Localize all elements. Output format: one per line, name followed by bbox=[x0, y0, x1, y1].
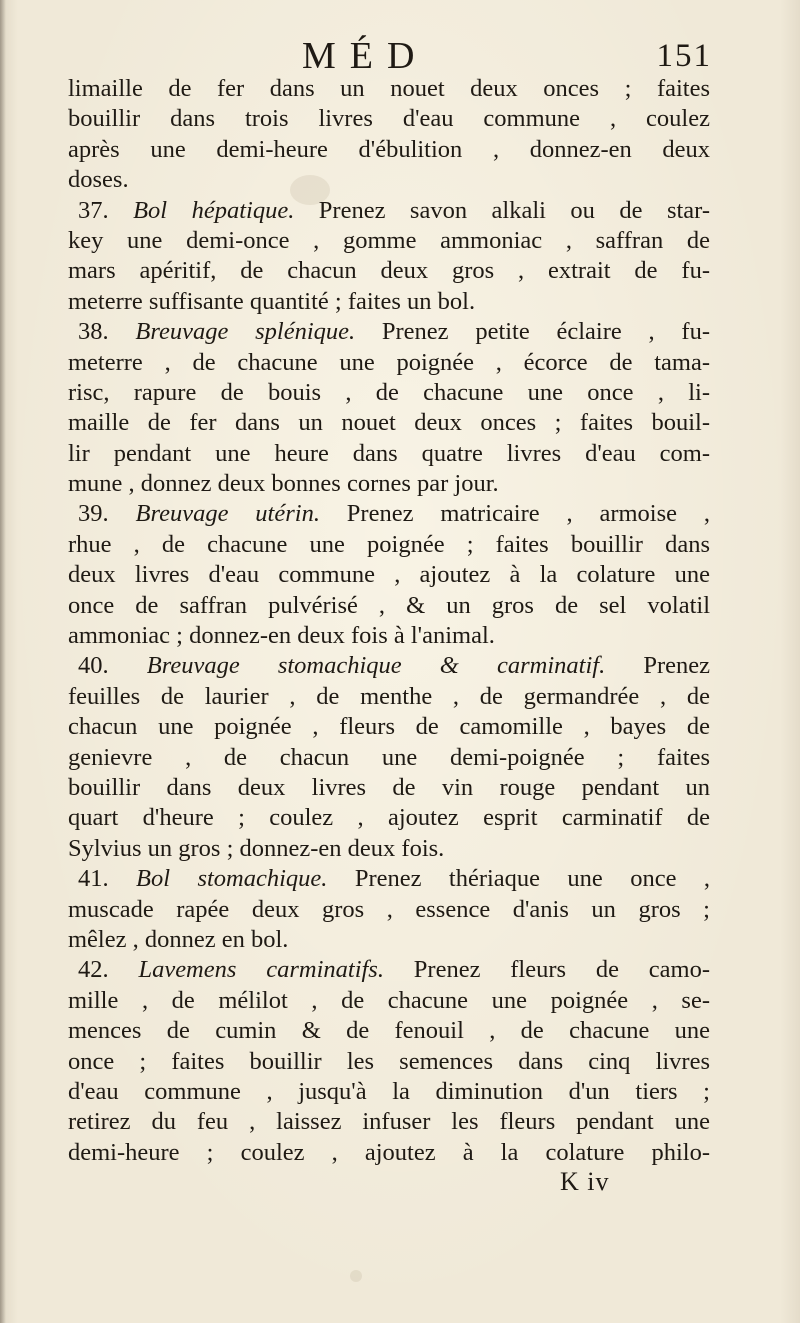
text-line bbox=[68, 165, 710, 195]
text-line bbox=[68, 712, 710, 742]
running-head-title: MÉD bbox=[302, 35, 429, 77]
text-line bbox=[68, 803, 710, 833]
text-line bbox=[68, 317, 710, 347]
text-line bbox=[68, 226, 710, 256]
text-line bbox=[68, 1077, 710, 1107]
text-line bbox=[68, 591, 710, 621]
text-run: chacun une poignée , fleurs de camomille , bayes de bbox=[68, 713, 710, 741]
paragraph-number: 38. bbox=[78, 318, 136, 346]
text-run: mune , donnez deux bonnes cornes par jour. bbox=[68, 470, 499, 498]
text-line bbox=[68, 560, 710, 590]
text-line bbox=[68, 895, 710, 925]
text-line bbox=[68, 1016, 710, 1046]
text-line bbox=[68, 287, 710, 317]
text-run: mars apéritif, de chacun deux gros , extrait de fu- bbox=[68, 257, 710, 285]
text-run: doses. bbox=[68, 166, 129, 194]
text-run: Prenez matricaire , armoise , bbox=[319, 500, 710, 528]
text-run: once de saffran pulvérisé , & un gros de sel volatil bbox=[68, 591, 710, 619]
text-line bbox=[68, 925, 710, 955]
text-line bbox=[68, 439, 710, 469]
text-run: meterre , de chacune une poignée , écorce de tama- bbox=[68, 348, 710, 376]
text-run: mille , de mélilot , de chacune une poignée , se- bbox=[68, 986, 710, 1014]
text-run: bouillir dans trois livres d'eau commune , coulez bbox=[68, 105, 710, 133]
paragraph-number: 40. bbox=[78, 652, 147, 680]
text-run: après une demi-heure d'ébulition , donnez-en deux bbox=[68, 135, 710, 163]
text-line bbox=[68, 834, 710, 864]
text-line bbox=[68, 378, 710, 408]
text-run: d'eau commune , jusqu'à la diminution d'un tiers ; bbox=[68, 1077, 710, 1105]
text-run: feuilles de laurier , de menthe , de germandrée , de bbox=[68, 682, 710, 710]
text-run: bouillir dans deux livres de vin rouge pendant un bbox=[68, 773, 710, 801]
text-line bbox=[68, 986, 710, 1016]
text-line bbox=[68, 74, 710, 104]
text-run: Sylvius un gros ; donnez-en deux fois. bbox=[68, 834, 445, 862]
body-text bbox=[68, 74, 710, 1168]
text-run: rhue , de chacune une poignée ; faites bouillir dans bbox=[68, 530, 710, 558]
text-line bbox=[68, 348, 710, 378]
recipe-title: Breuvage stomachique & carminatif. bbox=[146, 652, 606, 680]
text-run: Prenez savon alkali ou de star- bbox=[294, 196, 711, 224]
running-head bbox=[78, 34, 710, 78]
text-run: lir pendant une heure dans quatre livres d'eau com- bbox=[68, 439, 710, 467]
text-run: limaille de fer dans un nouet deux onces ; faites bbox=[68, 75, 710, 102]
text-run: Prenez petite éclaire , fu- bbox=[355, 318, 710, 346]
text-line bbox=[68, 1047, 710, 1077]
text-run: Prenez bbox=[605, 652, 710, 680]
text-line bbox=[68, 743, 710, 773]
signature-mark: K iv bbox=[560, 1167, 610, 1196]
text-run: genievre , de chacun une demi-poignée ; faites bbox=[68, 743, 710, 771]
text-line bbox=[68, 651, 710, 681]
text-line bbox=[68, 104, 710, 134]
text-line bbox=[68, 256, 710, 286]
page-number: 151 bbox=[656, 38, 712, 74]
text-line bbox=[68, 135, 710, 165]
paragraph-number: 37. bbox=[78, 196, 134, 224]
text-run: retirez du feu , laissez infuser les fleurs pendant une bbox=[68, 1108, 710, 1136]
text-line bbox=[68, 530, 710, 560]
text-run: key une demi-once , gomme ammoniac , saffran de bbox=[68, 226, 710, 254]
recipe-title: Bol hépatique. bbox=[133, 196, 295, 224]
text-line bbox=[68, 1138, 710, 1168]
recipe-title: Breuvage splénique. bbox=[135, 318, 356, 346]
text-run: deux livres d'eau commune , ajoutez à la colature une bbox=[68, 561, 710, 589]
text-line bbox=[68, 469, 710, 499]
text-line bbox=[68, 1107, 710, 1137]
text-line bbox=[68, 621, 710, 651]
recipe-title: Bol stomachique. bbox=[136, 865, 328, 893]
text-run: risc, rapure de bouis , de chacune une once , li- bbox=[68, 378, 710, 406]
text-line bbox=[68, 955, 710, 985]
paragraph-number: 42. bbox=[78, 956, 139, 984]
text-run: once ; faites bouillir les semences dans cinq livres bbox=[68, 1047, 710, 1075]
recipe-title: Lavemens carminatifs. bbox=[138, 956, 384, 984]
text-run: mêlez , donnez en bol. bbox=[68, 925, 289, 953]
text-line bbox=[68, 499, 710, 529]
text-run: meterre suffisante quantité ; faites un bol. bbox=[68, 287, 476, 315]
text-run: quart d'heure ; coulez , ajoutez esprit carminatif de bbox=[68, 804, 710, 832]
text-line bbox=[68, 773, 710, 803]
text-line bbox=[68, 682, 710, 712]
text-run: maille de fer dans un nouet deux onces ; faites bouil- bbox=[68, 409, 710, 437]
paper-stain bbox=[350, 1270, 362, 1282]
text-run: ammoniac ; donnez-en deux fois à l'animal. bbox=[68, 622, 495, 650]
paragraph-number: 39. bbox=[78, 500, 136, 528]
text-run: Prenez fleurs de camo- bbox=[383, 956, 710, 984]
text-line bbox=[68, 196, 710, 226]
text-run: mences de cumin & de fenouil , de chacune une bbox=[68, 1017, 710, 1045]
paragraph-number: 41. bbox=[78, 865, 137, 893]
text-line bbox=[68, 864, 710, 894]
recipe-title: Breuvage utérin. bbox=[135, 500, 320, 528]
text-run: demi-heure ; coulez , ajoutez à la colature philo- bbox=[68, 1138, 710, 1166]
text-line bbox=[68, 408, 710, 438]
text-run: muscade rapée deux gros , essence d'anis un gros ; bbox=[68, 895, 710, 923]
text-run: Prenez thériaque une once , bbox=[327, 865, 710, 893]
